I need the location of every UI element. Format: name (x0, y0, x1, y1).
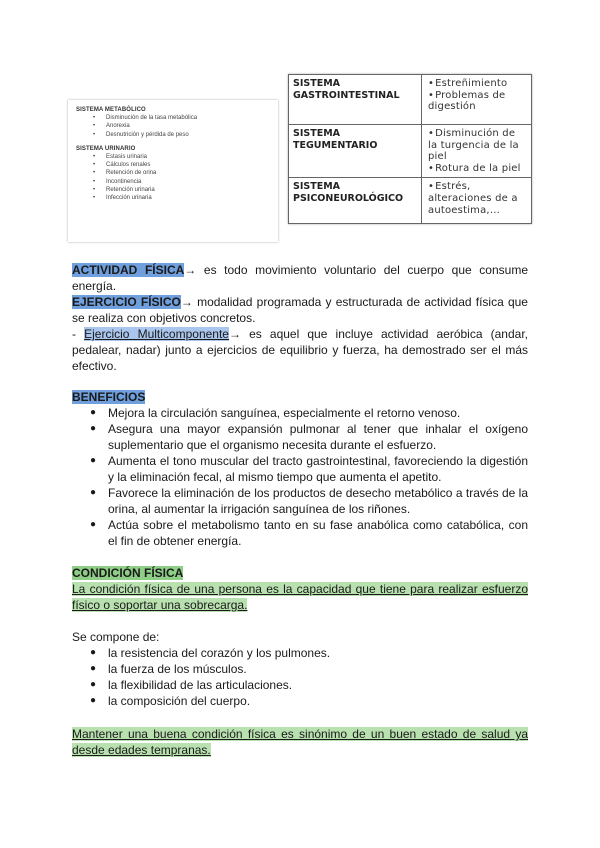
multi-term: Ejercicio Multicomponente (84, 327, 229, 341)
ejercicio-text: → modalidad programada y estructurada de actividad física que se realiza con objetivos concretos. (72, 295, 528, 325)
systems-table (288, 74, 532, 224)
actividad-term: ACTIVIDAD FÍSICA (72, 263, 185, 277)
table-row (289, 75, 532, 125)
list-item: ● la fuerza de los músculos. (108, 661, 528, 677)
actividad-definition (72, 262, 528, 294)
componentes-list (72, 645, 528, 709)
metabolic-urinary-image (68, 100, 278, 242)
effect-item: • Disminución de la turgencia de la piel (426, 128, 527, 163)
beneficios-heading: BENEFICIOS (72, 390, 146, 404)
urinary-list (76, 153, 272, 202)
list-item: • Incontinencia (106, 178, 272, 186)
effects-cell (422, 75, 532, 125)
list-item: • Desnutrición y pérdida de peso (106, 131, 272, 139)
multi-text: → es aquel que incluye actividad aeróbica (andar, pedalear, nadar) junto a ejercicios de equilibrio y fuerza, ha demostrado ser el más efectivo. (72, 327, 529, 373)
effect-item: • Estreñimiento (426, 78, 527, 90)
effects-cell (422, 178, 532, 224)
condicion-definition: La condición física de una persona es la capacidad que tiene para realizar esfuerzo físico o soportar una sobrecarga. (72, 582, 528, 612)
list-item: ● Mejora la circulación sanguínea, especialmente el retorno venoso. (108, 405, 528, 421)
list-item: • Anorexia (106, 122, 272, 130)
list-item: ● la flexibilidad de las articulaciones. (108, 677, 528, 693)
system-cell: SISTEMA PSICONEUROLÓGICO (289, 178, 422, 224)
metabolic-list (76, 114, 272, 139)
beneficios-list (72, 405, 528, 549)
list-item: • Cálculos renales (106, 161, 272, 169)
definitions-section (72, 262, 528, 374)
list-item: ● Favorece la eliminación de los productos de desecho metabólico a través de la orina, al aumentar la irrigación sanguínea de los riñones. (108, 485, 528, 517)
closing-section (72, 726, 528, 758)
multi-prefix: - (72, 327, 85, 341)
condicion-heading: CONDICIÓN FÍSICA (72, 566, 184, 580)
system-cell: SISTEMA TEGUMENTARIO (289, 125, 422, 178)
effect-item: • Estrés, alteraciones de a autoestima,... (426, 181, 527, 216)
actividad-text: → es todo movimiento voluntario del cuerpo que consume energía. (72, 263, 528, 293)
urinary-heading: SISTEMA URINARIO (76, 145, 136, 152)
list-item: • Retención de orina (106, 169, 272, 177)
system-cell: SISTEMA GASTROINTESTINAL (289, 75, 422, 125)
beneficios-section (72, 389, 528, 549)
closing-statement: Mantener una buena condición física es sinónimo de un buen estado de salud ya desde edades tempranas. (72, 727, 528, 757)
effects-cell (422, 125, 532, 178)
condicion-section (72, 565, 528, 613)
list-item: ● la composición del cuerpo. (108, 693, 528, 709)
list-item: ● Actúa sobre el metabolismo tanto en su fase anabólica como catabólica, con el fin de obtener energía. (108, 517, 528, 549)
compone-intro: Se compone de: (72, 630, 160, 644)
list-item: • Estasis urinaria (106, 153, 272, 161)
table-row (289, 178, 532, 224)
metabolic-heading: SISTEMA METABÓLICO (76, 107, 146, 113)
ejercicio-definition (72, 294, 528, 326)
list-item: • Infección urinaria (106, 194, 272, 202)
list-item: ● la resistencia del corazón y los pulmones. (108, 645, 528, 661)
list-item: • Disminución de la tasa metabólica (106, 114, 272, 122)
table-row (289, 125, 532, 178)
effect-item: • Problemas de digestión (426, 90, 527, 113)
list-item: ● Asegura una mayor expansión pulmonar al tener que inhalar el oxígeno suplementario que el organismo necesita durante el esfuerzo. (108, 421, 528, 453)
effect-item: • Rotura de la piel (426, 163, 527, 175)
multicomponente-definition (72, 326, 528, 374)
list-item: ● Aumenta el tono muscular del tracto gastrointestinal, favoreciendo la digestión y la eliminación fecal, al mismo tiempo que aumenta el apetito. (108, 453, 528, 485)
componentes-section (72, 629, 528, 709)
list-item: • Retención urinaria (106, 186, 272, 194)
ejercicio-term: EJERCICIO FÍSICO (72, 295, 181, 309)
